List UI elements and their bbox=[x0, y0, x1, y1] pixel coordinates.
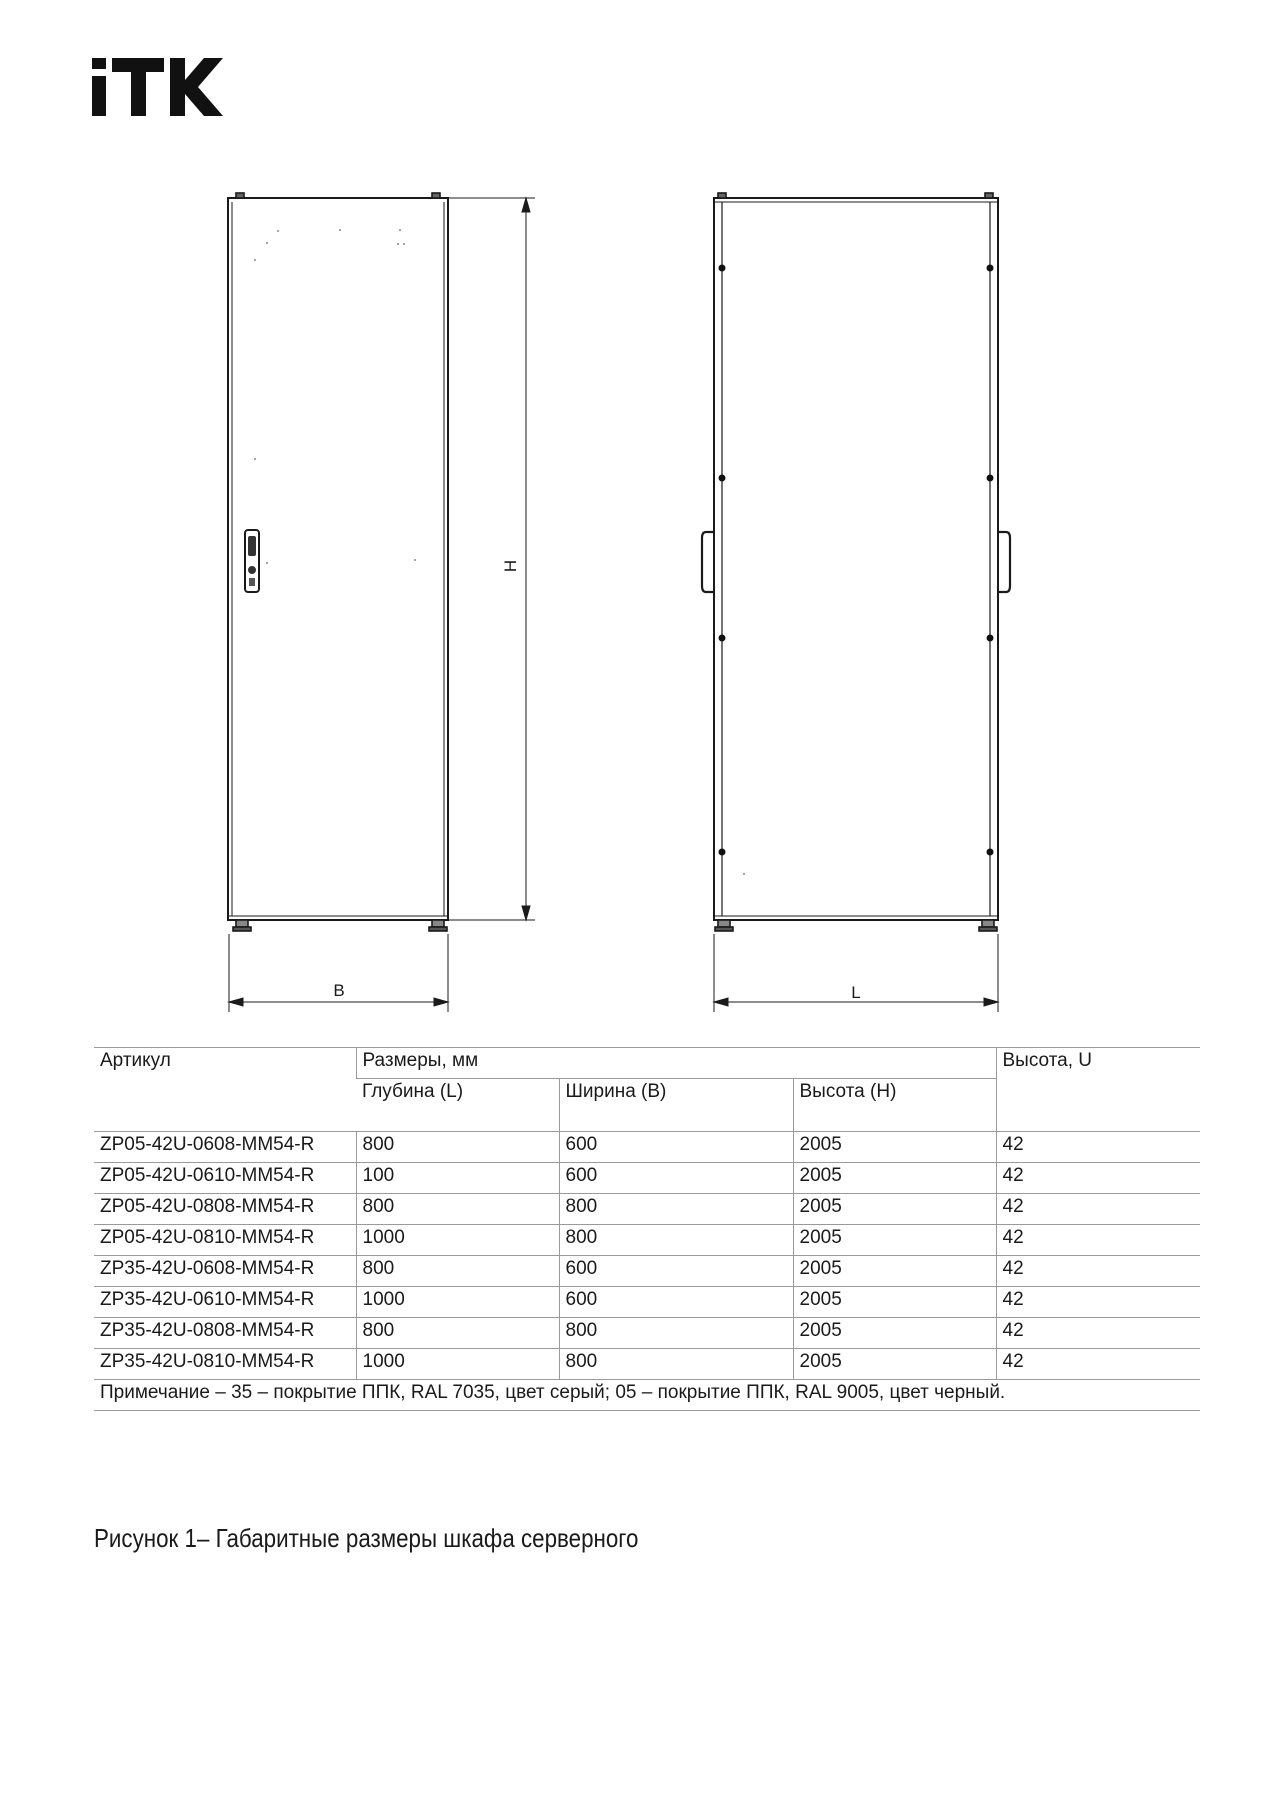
door-handle bbox=[245, 530, 259, 592]
cell-width: 800 bbox=[559, 1318, 793, 1349]
cell-article: ZP35-42U-0610-MM54-R bbox=[94, 1287, 356, 1318]
table-note: Примечание – 35 – покрытие ППК, RAL 7035, цвет серый; 05 – покрытие ППК, RAL 9005, цвет черный. bbox=[94, 1380, 1200, 1411]
cell-width: 800 bbox=[559, 1225, 793, 1256]
cell-depth: 800 bbox=[356, 1318, 559, 1349]
table-row bbox=[94, 1163, 1200, 1194]
table-note-row bbox=[94, 1380, 1200, 1411]
cell-units: 42 bbox=[996, 1349, 1200, 1380]
dimension-lines bbox=[229, 198, 998, 1012]
cell-depth: 800 bbox=[356, 1194, 559, 1225]
cell-depth: 1000 bbox=[356, 1349, 559, 1380]
table-body bbox=[94, 1132, 1200, 1380]
header-height-mm: Высота (H) bbox=[793, 1079, 996, 1132]
cell-depth: 1000 bbox=[356, 1225, 559, 1256]
table-row bbox=[94, 1287, 1200, 1318]
cell-units: 42 bbox=[996, 1318, 1200, 1349]
cell-height: 2005 bbox=[793, 1318, 996, 1349]
cell-article: ZP05-42U-0810-MM54-R bbox=[94, 1225, 356, 1256]
cell-article: ZP35-42U-0810-MM54-R bbox=[94, 1349, 356, 1380]
cell-width: 600 bbox=[559, 1287, 793, 1318]
cell-article: ZP05-42U-0808-MM54-R bbox=[94, 1194, 356, 1225]
front-view bbox=[228, 193, 448, 931]
cell-depth: 100 bbox=[356, 1163, 559, 1194]
cell-article: ZP05-42U-0610-MM54-R bbox=[94, 1163, 356, 1194]
cell-height: 2005 bbox=[793, 1349, 996, 1380]
table-row bbox=[94, 1256, 1200, 1287]
cell-units: 42 bbox=[996, 1225, 1200, 1256]
cell-units: 42 bbox=[996, 1287, 1200, 1318]
side-handle-right bbox=[998, 532, 1010, 592]
header-depth: Глубина (L) bbox=[356, 1079, 559, 1132]
header-dimensions: Размеры, мм bbox=[356, 1048, 996, 1079]
table-row bbox=[94, 1349, 1200, 1380]
cell-units: 42 bbox=[996, 1132, 1200, 1163]
header-width: Ширина (B) bbox=[559, 1079, 793, 1132]
side-handle-left bbox=[702, 532, 714, 592]
cell-units: 42 bbox=[996, 1256, 1200, 1287]
height-label: H bbox=[501, 559, 520, 573]
cell-width: 600 bbox=[559, 1163, 793, 1194]
width-label: B bbox=[333, 981, 345, 1000]
cell-width: 600 bbox=[559, 1132, 793, 1163]
depth-label: L bbox=[851, 983, 861, 1002]
cell-height: 2005 bbox=[793, 1194, 996, 1225]
cell-width: 600 bbox=[559, 1256, 793, 1287]
table-row bbox=[94, 1194, 1200, 1225]
front-foot-left bbox=[236, 920, 248, 927]
cell-height: 2005 bbox=[793, 1132, 996, 1163]
cell-height: 2005 bbox=[793, 1225, 996, 1256]
cell-depth: 1000 bbox=[356, 1287, 559, 1318]
figure-caption: Рисунок 1– Габаритные размеры шкафа серверного bbox=[94, 1523, 639, 1553]
cell-height: 2005 bbox=[793, 1163, 996, 1194]
side-view bbox=[702, 193, 1010, 931]
cell-depth: 800 bbox=[356, 1132, 559, 1163]
cell-width: 800 bbox=[559, 1194, 793, 1225]
cell-units: 42 bbox=[996, 1194, 1200, 1225]
cell-width: 800 bbox=[559, 1349, 793, 1380]
table-header-row bbox=[94, 1048, 1200, 1079]
cell-article: ZP35-42U-0808-MM54-R bbox=[94, 1318, 356, 1349]
header-height-units: Высота, U bbox=[996, 1048, 1200, 1132]
cell-height: 2005 bbox=[793, 1287, 996, 1318]
cell-article: ZP05-42U-0608-MM54-R bbox=[94, 1132, 356, 1163]
table-row bbox=[94, 1225, 1200, 1256]
cell-article: ZP35-42U-0608-MM54-R bbox=[94, 1256, 356, 1287]
specification-table bbox=[94, 1047, 1200, 1411]
table-row bbox=[94, 1318, 1200, 1349]
cell-units: 42 bbox=[996, 1163, 1200, 1194]
table-row bbox=[94, 1132, 1200, 1163]
cell-height: 2005 bbox=[793, 1256, 996, 1287]
side-cabinet-body bbox=[714, 198, 998, 920]
side-foot-right bbox=[982, 920, 994, 927]
cell-depth: 800 bbox=[356, 1256, 559, 1287]
side-foot-left bbox=[718, 920, 730, 927]
front-foot-right bbox=[432, 920, 444, 927]
header-article: Артикул bbox=[94, 1048, 356, 1132]
